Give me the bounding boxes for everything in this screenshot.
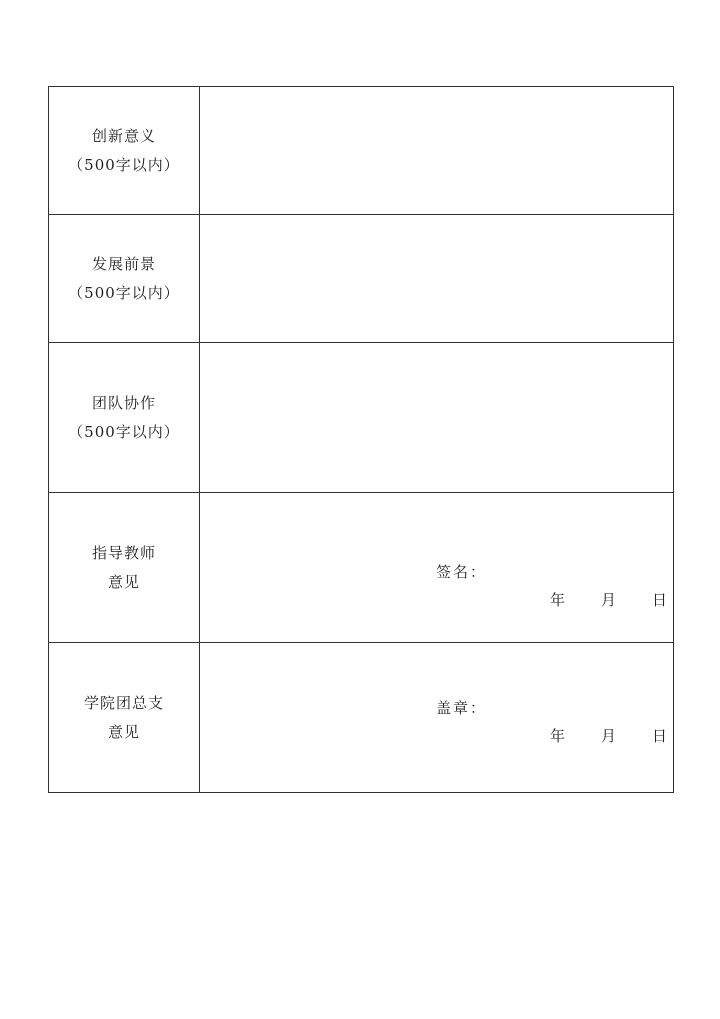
date-year: 年 (550, 591, 566, 609)
label-note: 意见 (107, 572, 140, 591)
row-prospects (49, 215, 674, 343)
label-prospects (49, 215, 200, 343)
row-league-opinion (49, 643, 674, 793)
label-note: 意见 (107, 722, 140, 741)
application-form-table (48, 86, 674, 793)
field-advisor-opinion[interactable] (200, 493, 674, 643)
label-title: 发展前景 (91, 254, 156, 273)
field-league-opinion[interactable] (200, 643, 674, 793)
date-month: 月 (601, 727, 617, 745)
label-note: （500字以内） (68, 283, 180, 302)
label-title: 指导教师 (91, 543, 156, 562)
row-teamwork (49, 343, 674, 493)
row-innovation (49, 87, 674, 215)
label-league-opinion (49, 643, 200, 793)
label-advisor-opinion (49, 493, 200, 643)
label-title: 团队协作 (91, 393, 156, 412)
date-day: 日 (652, 591, 668, 609)
label-note: （500字以内） (68, 422, 180, 441)
label-note: （500字以内） (68, 155, 180, 174)
label-teamwork (49, 343, 200, 493)
label-innovation (49, 87, 200, 215)
date-month: 月 (601, 591, 617, 609)
field-prospects[interactable] (200, 215, 674, 343)
date-year: 年 (550, 727, 566, 745)
field-innovation[interactable] (200, 87, 674, 215)
signature-label: 签名： (436, 563, 488, 581)
stamp-label: 盖章： (436, 699, 488, 717)
label-title: 学院团总支 (83, 693, 164, 712)
row-advisor-opinion (49, 493, 674, 643)
label-title: 创新意义 (91, 126, 156, 145)
date-day: 日 (652, 727, 668, 745)
field-teamwork[interactable] (200, 343, 674, 493)
